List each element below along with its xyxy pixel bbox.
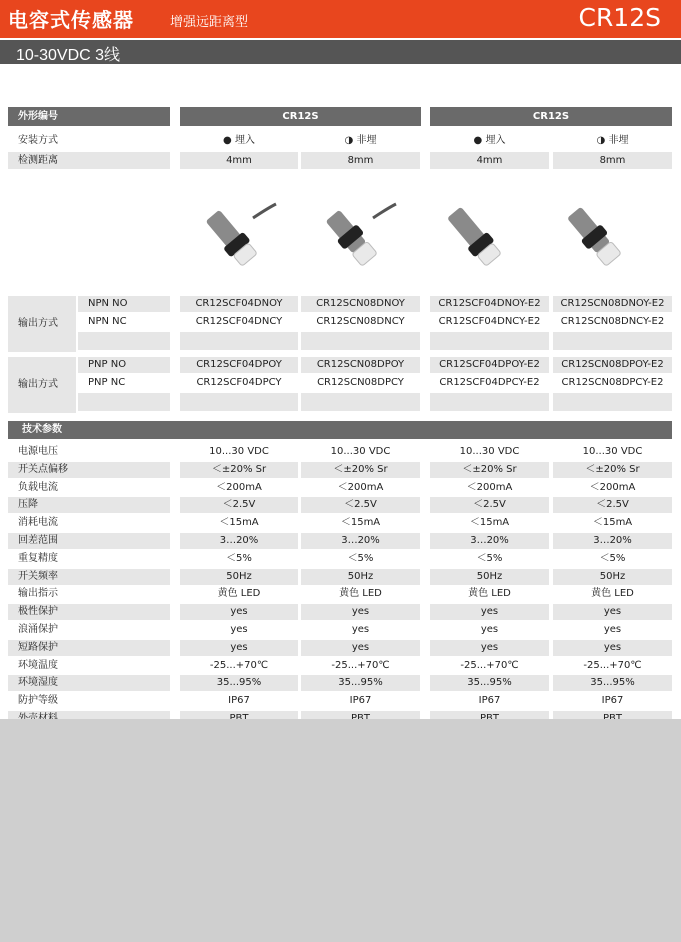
sensor-image-1 xyxy=(198,200,278,275)
spec-value: 50Hz xyxy=(180,569,298,585)
model-code: CR12SCN08DNCY xyxy=(316,316,405,327)
header-bar xyxy=(0,0,681,38)
output-label: 输出方式 xyxy=(8,296,76,352)
model-title: CR12S xyxy=(578,3,661,32)
spec-value: ＜2.5V xyxy=(553,497,672,513)
sensor-image-4 xyxy=(562,200,642,275)
spec-value: 50Hz xyxy=(553,569,672,585)
page-bottom-gray xyxy=(0,719,681,942)
spec-value: ＜2.5V xyxy=(180,497,298,513)
mount-value: ◑ 非埋 xyxy=(344,135,377,146)
model-code: CR12SCN08DPCY-E2 xyxy=(561,377,664,388)
spec-value: 10...30 VDC xyxy=(209,446,269,457)
spec-value: yes xyxy=(480,624,499,635)
spec-label: 开关频率 xyxy=(8,569,170,585)
spec-value: 3…20% xyxy=(301,533,420,549)
spec-label: 环境温度 xyxy=(18,659,58,671)
spec-label: 负载电流 xyxy=(18,481,58,493)
output-type: NPN NO xyxy=(78,296,170,312)
spec-value: IP67 xyxy=(478,695,501,707)
spec-value: ＜5% xyxy=(599,552,626,564)
spec-value: 黄色 LED xyxy=(217,588,261,600)
model-code: CR12SCF04DPCY-E2 xyxy=(439,377,540,388)
distance-label: 检测距离 xyxy=(8,152,170,169)
spec-value: IP67 xyxy=(228,695,250,707)
spec-value: 35...95% xyxy=(180,675,298,691)
spec-value: yes xyxy=(301,604,420,620)
tech-title: 技术参数 xyxy=(8,421,672,439)
mount-value: ● 埋入 xyxy=(223,135,255,146)
spec-value: 35...95% xyxy=(301,675,420,691)
spec-value: 黄色 LED xyxy=(339,588,382,600)
distance-value: 8mm xyxy=(553,152,672,169)
spec-value: ＜15mA xyxy=(469,517,510,529)
spec-value: ＜2.5V xyxy=(301,497,420,513)
page-title: 电容式传感器 xyxy=(8,8,134,32)
spec-label: 消耗电流 xyxy=(18,517,58,529)
spec-value: yes xyxy=(603,624,622,635)
model-code: CR12SCN08DPCY xyxy=(317,377,404,388)
spec-value: 黄色 LED xyxy=(468,588,511,600)
spec-label: 极性保护 xyxy=(8,604,170,620)
spec-value: ＜200mA xyxy=(337,481,384,493)
spec-value: yes xyxy=(230,624,248,635)
spec-value: 50Hz xyxy=(301,569,420,585)
page-subtitle: 增强远距离型 xyxy=(170,15,249,30)
spec-value: ＜200mA xyxy=(216,481,262,493)
spec-value: ＜±20% Sr xyxy=(180,462,298,478)
spec-value: 50Hz xyxy=(430,569,549,585)
sensor-image-2 xyxy=(318,200,398,275)
output-type: NPN NC xyxy=(88,316,127,327)
spec-value: yes xyxy=(180,640,298,656)
empty-cell xyxy=(78,332,170,350)
spec-value: 黄色 LED xyxy=(591,588,634,600)
model-code: CR12SCF04DNOY xyxy=(180,296,298,312)
spec-value: yes xyxy=(301,640,420,656)
spec-value: 3…20% xyxy=(553,533,672,549)
model-code: CR12SCN08DNCY-E2 xyxy=(560,316,665,327)
spec-value: ＜5% xyxy=(347,552,374,564)
empty-cell xyxy=(301,393,420,411)
spec-value: -25...+70℃ xyxy=(331,659,390,671)
distance-value: 4mm xyxy=(430,152,549,169)
voltage-label: 10-30VDC 3线 xyxy=(16,47,121,64)
empty-cell xyxy=(301,332,420,350)
output-type: PNP NO xyxy=(78,357,170,373)
spec-label: 输出指示 xyxy=(18,588,58,600)
empty-cell xyxy=(180,393,298,411)
spec-value: ＜±20% Sr xyxy=(430,462,549,478)
mount-value: ◑ 非埋 xyxy=(596,135,629,146)
spec-value: IP67 xyxy=(601,695,624,707)
spec-value: 35...95% xyxy=(430,675,549,691)
spec-value: yes xyxy=(553,604,672,620)
distance-value: 4mm xyxy=(180,152,298,169)
spec-value: ＜5% xyxy=(476,552,503,564)
spec-value: 10...30 VDC xyxy=(582,446,643,457)
spec-label: 浪涌保护 xyxy=(18,624,58,635)
spec-value: 10...30 VDC xyxy=(330,446,391,457)
spec-value: yes xyxy=(430,604,549,620)
mount-label: 安装方式 xyxy=(18,135,58,146)
spec-value: 3…20% xyxy=(430,533,549,549)
spec-value: ＜200mA xyxy=(466,481,513,493)
spec-value: ＜15mA xyxy=(340,517,381,529)
spec-value: yes xyxy=(430,640,549,656)
model-code: CR12SCF04DNOY-E2 xyxy=(430,296,549,312)
spec-label: 压降 xyxy=(8,497,170,513)
spec-value: ＜±20% Sr xyxy=(553,462,672,478)
model-code: CR12SCN08DNOY xyxy=(301,296,420,312)
empty-cell xyxy=(430,393,549,411)
spec-value: 10...30 VDC xyxy=(459,446,520,457)
model-code: CR12SCF04DPOY-E2 xyxy=(430,357,549,373)
empty-cell xyxy=(180,332,298,350)
spec-value: ＜15mA xyxy=(219,517,259,529)
empty-cell xyxy=(78,393,170,411)
model-code: CR12SCF04DNCY xyxy=(195,316,283,327)
spec-value: -25...+70℃ xyxy=(583,659,642,671)
shape-group-2: CR12S xyxy=(430,107,672,126)
empty-cell xyxy=(553,332,672,350)
shape-label: 外形编号 xyxy=(8,107,170,126)
spec-value: IP67 xyxy=(349,695,372,707)
spec-value: ＜2.5V xyxy=(430,497,549,513)
model-code: CR12SCF04DNCY-E2 xyxy=(438,316,541,327)
spec-value: yes xyxy=(351,624,370,635)
spec-value: ＜15mA xyxy=(592,517,633,529)
empty-cell xyxy=(430,332,549,350)
spec-value: 35...95% xyxy=(553,675,672,691)
output-label: 输出方式 xyxy=(8,357,76,413)
model-code: CR12SCF04DPCY xyxy=(196,377,282,388)
spec-value: ＜200mA xyxy=(589,481,636,493)
voltage-bar xyxy=(0,40,681,64)
spec-label: 重复精度 xyxy=(18,552,58,564)
spec-value: -25...+70℃ xyxy=(460,659,519,671)
spec-label: 开关点偏移 xyxy=(8,462,170,478)
model-code: CR12SCN08DPOY xyxy=(301,357,420,373)
output-type: PNP NC xyxy=(88,377,126,388)
shape-group-1: CR12S xyxy=(180,107,421,126)
spec-label: 防护等级 xyxy=(18,695,58,707)
spec-value: 3…20% xyxy=(180,533,298,549)
empty-cell xyxy=(553,393,672,411)
spec-value: yes xyxy=(553,640,672,656)
model-code: CR12SCN08DNOY-E2 xyxy=(553,296,672,312)
spec-label: 电源电压 xyxy=(18,446,58,457)
distance-value: 8mm xyxy=(301,152,420,169)
model-code: CR12SCF04DPOY xyxy=(180,357,298,373)
model-code: CR12SCN08DPOY-E2 xyxy=(553,357,672,373)
spec-value: ＜±20% Sr xyxy=(301,462,420,478)
spec-value: -25...+70℃ xyxy=(209,659,269,671)
spec-label: 回差范围 xyxy=(8,533,170,549)
spec-value: yes xyxy=(180,604,298,620)
spec-label: 环境湿度 xyxy=(8,675,170,691)
sensor-image-3 xyxy=(442,200,522,275)
spec-label: 短路保护 xyxy=(8,640,170,656)
mount-value: ● 埋入 xyxy=(473,135,506,146)
spec-value: ＜5% xyxy=(226,552,252,564)
